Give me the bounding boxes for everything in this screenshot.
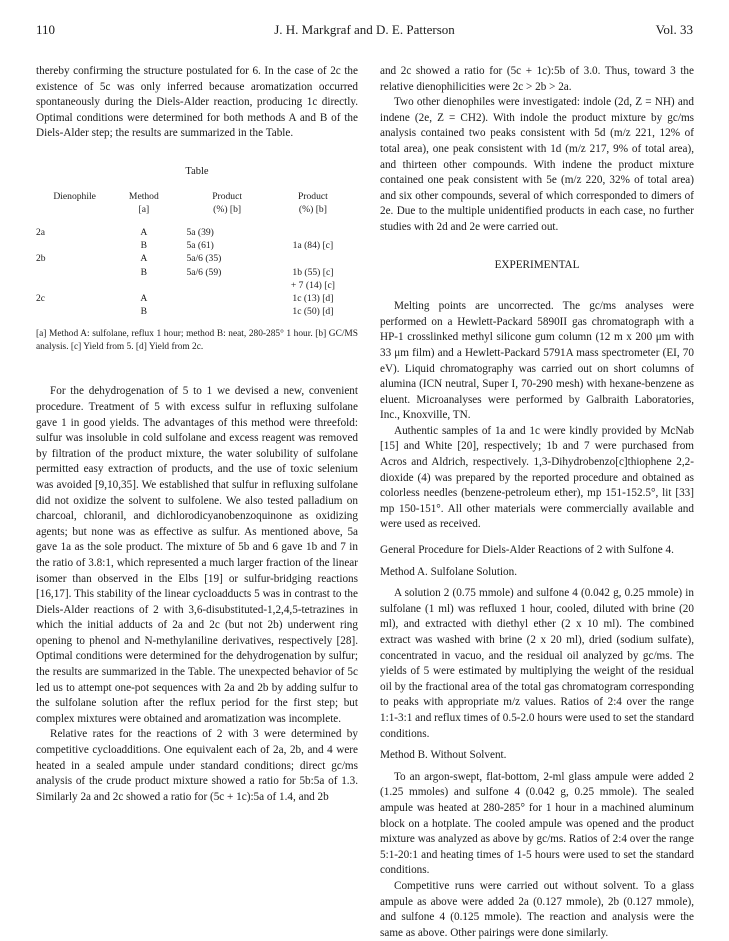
- paragraph: Melting points are uncorrected. The gc/ms analyses were performed on a Hewlett-Packard 5890II gas chromatograph with a HP-1 crosslinked methyl silicone gum column (12 m x 200 μm with 33 μm film) and a Hewlett-Packard 5791A mass spectrometer (EI, 70 eV). Liquid chromatography was carried out on short columns of alumina (ICN neutral, Super I, 70-290 mesh) with hexane-benzene as eluent. Microanalyses were performed by Galbraith Laboratories, Inc., Knoxville, TN.: [380, 300, 694, 422]
- table-cell: 5a/6 (35): [186, 253, 222, 265]
- procedure-heading: General Procedure for Diels-Alder Reactions of 2 with Sulfone 4.: [380, 544, 674, 557]
- paragraph: To an argon-swept, flat-bottom, 2-ml glass ampule were added 2 (1.25 mmoles) and sulfone 4 (0.042 g, 0.25 mmole). The sealed ampule was heated at 280-285° for 1 hour in a machined aluminum block on a hotplate. The cooled ampule was opened and the product mixture was analyzed as above by gc/ms. Ratios of 2:4 over the range 5:1-20:1 and heating times of 1-5 hours were used to set the standard conditions.: [380, 770, 694, 877]
- table-cell: [268, 252, 358, 265]
- table-cell: [36, 305, 113, 318]
- table-cell: 5a (61): [186, 240, 214, 252]
- table-row: [36, 226, 358, 239]
- page-number: 110: [36, 22, 56, 37]
- table-cell: 1c (13) [d]: [292, 292, 334, 304]
- header-product-1: Product (%) [b]: [212, 190, 243, 215]
- paragraph: thereby confirming the structure postulated for 6. In the case of 2c the existence of 5c was only inferred because aromatization occurred spontaneously during the Diels-Alder reaction, producing 1c directly. Optimal conditions were determined for both methods A and B of the Diels-Alder step; the results are summarized in the Table.: [36, 65, 358, 140]
- paragraph: A solution 2 (0.75 mmole) and sulfone 4 (0.042 g, 0.25 mmole) in sulfolane (1 ml) was refluxed 1 hour, cooled, diluted with brine (20 ml), and extracted with diethyl ether (2 x 10 ml). The combined extract was washed with brine (2 x 20 ml), dried (sodium sulfate), concentrated in vacuo, and the residual oil analyzed by gc/ms. The yields of 5 were estimated by multiplying the weight of the residual oil by the fractional area of the total gas chromatogram corresponding to peaks with appropriate m/z values. Ratios of 2:4 over the range 1:1-3:1 and reflux times of 0.5-2.0 hours were used to set the standard conditions.: [380, 587, 694, 740]
- table-cell: [174, 292, 267, 305]
- table-cell: [36, 239, 113, 252]
- table-cell: B: [140, 240, 148, 252]
- method-heading: Method B. Without Solvent.: [380, 749, 507, 762]
- table-title: Table: [185, 165, 209, 177]
- table-cell: 2a: [36, 226, 46, 238]
- header-method: Method [a]: [128, 190, 159, 215]
- method-heading: Method A. Sulfolane Solution.: [380, 565, 518, 578]
- paragraph: Competitive runs were carried out without solvent. To a glass ampule as above were added 2a (0.127 mmole), 2b (0.127 mmole), and sulfone 4 (0.125 mmole). The reaction and analysis were the same as above. Other pairings were done similarly.: [380, 879, 694, 939]
- table-row: [36, 292, 358, 305]
- header-dienophile: Dienophile: [53, 190, 96, 202]
- paragraph: Two other dienophiles were investigated: indole (2d, Z = NH) and indene (2e, Z = CH2). With indole the product mixture by gc/ms analysis contained two peaks consistent with 5d (m/z 221, 12% of total area), one peak consistent with 1d (m/z 217, 9% of total area), and thirteen other compounds. With indene the product mixture contained one peak consistent with 5e (m/z 220, 32% of total area) and six other compounds, several of which corresponded to dimers of 2e. Due to the multiple unidentified products in each case, no further studies with 2d and 2e were carried out.: [380, 96, 694, 233]
- paragraph: and 2c showed a ratio for (5c + 1c):5b of 3.0. Thus, toward 3 the relative dienophilicities were 2c > 2b > 2a.: [380, 65, 694, 93]
- table-cell: 2b: [36, 253, 46, 265]
- table-cell: 5a (39): [186, 226, 214, 238]
- table-cell: A: [140, 253, 148, 265]
- table-cell: B: [140, 306, 148, 318]
- table-cell: B: [140, 266, 148, 278]
- page-header: [36, 22, 693, 38]
- table-cell: [36, 266, 113, 292]
- table-footnotes: [a] Method A: sulfolane, reflux 1 hour; method B: neat, 280-285° 1 hour. [b] GC/MS analysis. [c] Yield from 5. [d] Yield from 2c.: [36, 329, 358, 353]
- table-cell: A: [140, 292, 148, 304]
- table-row: [36, 305, 358, 318]
- table-header-cell: [174, 190, 267, 226]
- table-cell: [268, 226, 358, 239]
- paragraph: For the dehydrogenation of 5 to 1 we devised a new, convenient procedure. Treatment of 5 with excess sulfur in refluxing sulfolane gave 1 in good yields. The advantages of this method were threefold: sulfur was insoluble in cold sulfolane and excess reagent was removed by filtration of the product mixture, the water solubility of sulfolane permitted easy extraction of products, and the use of toxic selenium was avoided [9,10,35]. We established that sulfur in refluxing sulfolane did not oxidize the solvent to sulfolene. We also tested palladium on charcoal, chloranil, and dichlorodicyanobenzoquinone as oxidizing agents; but none was as effective as sulfur. As mentioned above, 5a gave 1a as the sole product. The mixture of 5b and 6 gave 1b and 7 in the ratio of 3.8:1, which represented a much larger fraction of the linear isomer than observed in the Elbs [19] or sulfur-bridging reactions [16,17]. This stability of the linear cycloadducts 5 was in contrast to the Diels-Alder reactions of 2 with 3,6-disubstituted-1,2,4,5-tetrazines in which the initial adducts of 2a and 2c (but not 2b) underwent ring opening to phenol and N-methylaniline derivatives, respectively [28]. Optimal conditions were determined for the dehydrogenation by sulfur; the results are summarized in the Table. The unexpected behavior of 5c led us to attempt one-pot sequences with 2a and 2b by adding sulfur to the sulfolane solution after the reflux period for the first step; but complex mixtures were obtained and aromatization was incomplete.: [36, 385, 358, 725]
- table-cell: A: [140, 226, 148, 238]
- paragraph: Authentic samples of 1a and 1c were kindly provided by McNab [15] and White [20], respectively; 1b and 7 were purchased from Acros and Aldrich, respectively. 1,3-Dihydrobenzo[c]thiophene 2,2-dioxide (4) was prepared by the reported procedure and obtained as colorless needles (benzene-petroleum ether), mp 151-152.5°, lit [33] mp 150-151°. All other materials were commercially available and were used as received.: [380, 424, 694, 531]
- left-column: [36, 64, 358, 805]
- table-header-cell: [268, 190, 358, 226]
- table-cell: 5a/6 (59): [186, 266, 222, 278]
- table-header-cell: [113, 190, 174, 226]
- table-row: [36, 266, 358, 292]
- volume-label: Vol. 33: [655, 22, 693, 37]
- header-product-2: Product (%) [b]: [297, 190, 328, 215]
- results-table: [36, 190, 358, 319]
- table-cell: 1a (84) [c]: [292, 240, 334, 252]
- paragraph: Relative rates for the reactions of 2 with 3 were determined by competitive cycloadditions. One equivalent each of 2a, 2b, and 4 were heated in a sealed ampule under standard conditions; direct gc/ms analysis of the crude product mixture showed a ratio for 5b:5a of 1.3. Similarly 2a and 2c showed a ratio for (5c + 1c):5a of 1.4, and 2b: [36, 728, 358, 803]
- table-cell: 1c (50) [d]: [292, 306, 334, 318]
- table-row: [36, 239, 358, 252]
- table-cell: 2c: [36, 292, 46, 304]
- section-heading: EXPERIMENTAL: [494, 258, 580, 271]
- table-cell: [174, 305, 267, 318]
- right-column: [380, 64, 694, 941]
- table-header-row: [36, 190, 358, 226]
- table-cell: 1b (55) [c] + 7 (14) [c]: [290, 266, 335, 291]
- table-row: [36, 252, 358, 265]
- table-header-cell: [36, 190, 113, 226]
- running-authors: J. H. Markgraf and D. E. Patterson: [274, 22, 455, 37]
